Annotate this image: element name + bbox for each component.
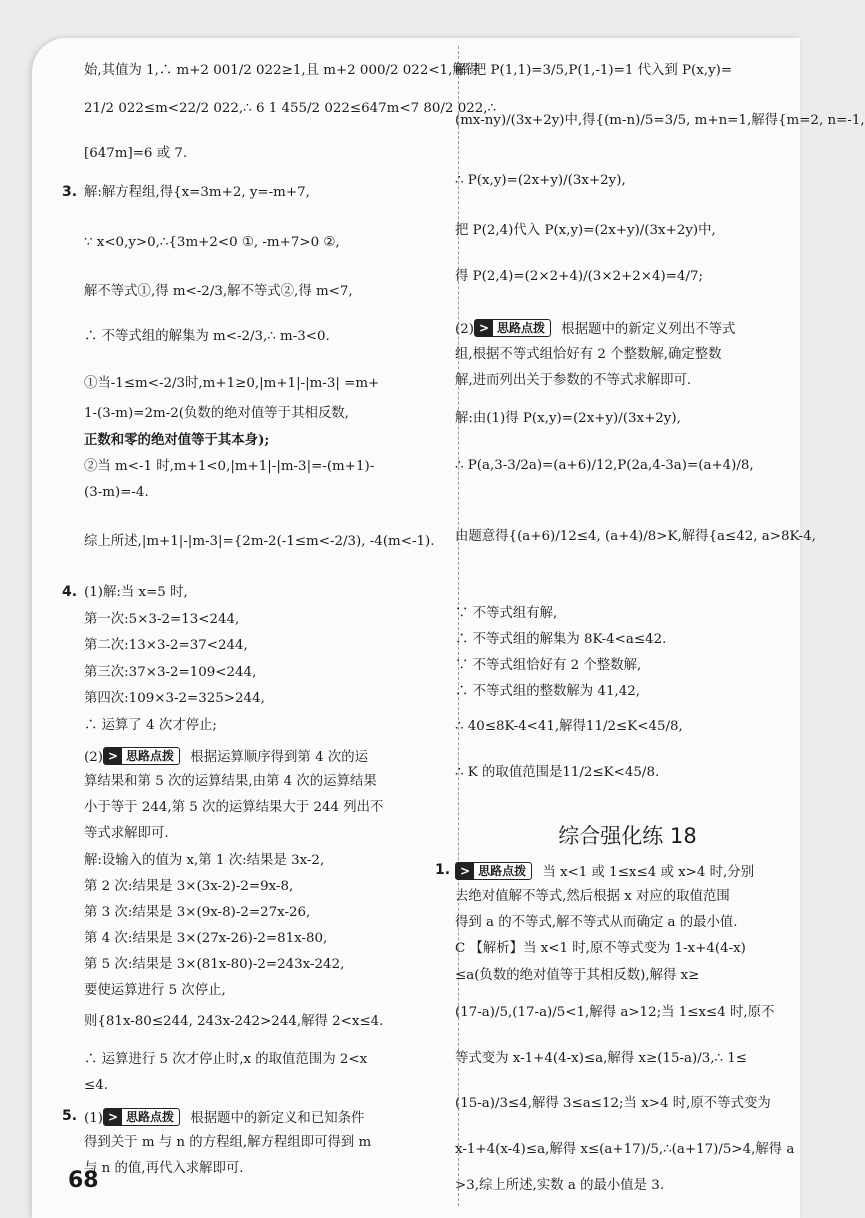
text-line: x-1+4(x-4)≤a,解得 x≤(a+17)/5,∴(a+17)/5>4,解得 a <box>455 1142 795 1157</box>
text-line: [647m]=6 或 7. <box>84 146 188 161</box>
hint-badge: > 思路点拨 <box>455 862 532 880</box>
text-line: 第 5 次:结果是 3×(81x-80)-2=243x-242, <box>84 957 345 972</box>
chevron-right-icon: > <box>475 320 493 336</box>
text-line: 要使运算进行 5 次停止, <box>84 983 226 998</box>
text-line: ②当 m<-1 时,m+1<0,|m+1|-|m-3|=-(m+1)- <box>84 459 375 474</box>
text-line: ①当-1≤m<-2/3时,m+1≥0,|m+1|-|m-3| =m+ <box>84 376 380 391</box>
text-line: ∴ 40≤8K-4<41,解得11/2≤K<45/8, <box>455 719 683 734</box>
text-line: ∴ P(x,y)=(2x+y)/(3x+2y), <box>455 173 626 188</box>
text-line: ∴ 不等式组的整数解为 41,42, <box>455 684 641 699</box>
text-line: 解,进而列出关于参数的不等式求解即可. <box>455 373 692 388</box>
text-line: (2) > 思路点拨 根据题中的新定义列出不等式 <box>455 321 736 337</box>
text-line: ∴ 运算了 4 次才停止; <box>84 718 217 733</box>
text-line: 由题意得{(a+6)/12≤4, (a+4)/8>K,解得{a≤42, a>8K-4, <box>455 529 816 544</box>
text-line: 解不等式①,得 m<-2/3,解不等式②,得 m<7, <box>84 284 353 299</box>
text-line: 小于等于 244,第 5 次的运算结果大于 244 列出不 <box>84 800 384 815</box>
page-number: 68 <box>68 1168 99 1193</box>
text-line: ∴ 不等式组的解集为 8K-4<a≤42. <box>455 632 667 647</box>
chevron-right-icon: > <box>456 863 474 879</box>
text-line: C 【解析】当 x<1 时,原不等式变为 1-x+4(4-x) <box>455 941 746 956</box>
text-line: 正数和零的绝对值等于其本身); <box>84 432 270 448</box>
text-line: 得 P(2,4)=(2×2+4)/(3×2+2×4)=4/7; <box>455 269 704 284</box>
text-line: 得到 a 的不等式,解不等式从而确定 a 的最小值. <box>455 915 738 930</box>
text-line: (mx-ny)/(3x+2y)中,得{(m-n)/5=3/5, m+n=1,解得{m=2, n=-1, <box>455 113 865 128</box>
text-line: ∵ x<0,y>0,∴{3m+2<0 ①, -m+7>0 ②, <box>84 235 340 250</box>
column-divider <box>458 46 459 1206</box>
text-line: 算结果和第 5 次的运算结果,由第 4 次的运算结果 <box>84 774 377 789</box>
text-line: ≤4. <box>84 1078 108 1093</box>
text-line: 第一次:5×3-2=13<244, <box>84 612 240 627</box>
text-line: ∴ P(a,3-3/2a)=(a+6)/12,P(2a,4-3a)=(a+4)/8, <box>455 458 754 473</box>
problem-number: 5. <box>62 1108 78 1124</box>
text-line: 第二次:13×3-2=37<244, <box>84 638 248 653</box>
problem-number: 4. <box>62 584 78 600</box>
text-line: 第 2 次:结果是 3×(3x-2)-2=9x-8, <box>84 879 294 894</box>
text-line: ∴ 不等式组的解集为 m<-2/3,∴ m-3<0. <box>84 329 330 344</box>
text-line: > 思路点拨 当 x<1 或 1≤x≤4 或 x>4 时,分别 <box>455 862 754 882</box>
text-line: 第 4 次:结果是 3×(27x-26)-2=81x-80, <box>84 931 328 946</box>
text-line: 等式变为 x-1+4(4-x)≤a,解得 x≥(15-a)/3,∴ 1≤ <box>455 1051 748 1066</box>
text-line: 解:解方程组,得{x=3m+2, y=-m+7, <box>84 185 310 200</box>
text-line: 21/2 022≤m<22/2 022,∴ 6 1 455/2 022≤647m<7 80/2 022,∴ <box>84 101 497 116</box>
text-line: (2) > 思路点拨 根据运算顺序得到第 4 次的运 <box>84 749 369 765</box>
text-line: 1-(3-m)=2m-2(负数的绝对值等于其相反数, <box>84 406 349 421</box>
page-sheet <box>32 38 865 1218</box>
text-line: 把 P(2,4)代入 P(x,y)=(2x+y)/(3x+2y)中, <box>455 223 716 238</box>
chevron-right-icon: > <box>104 748 122 764</box>
text-line: 第三次:37×3-2=109<244, <box>84 665 257 680</box>
hint-badge: > 思路点拨 <box>474 319 551 337</box>
text-line: >3,综上所述,实数 a 的最小值是 3. <box>455 1178 665 1193</box>
text-line: ≤a(负数的绝对值等于其相反数),解得 x≥ <box>455 968 700 983</box>
text-line: 解:由(1)得 P(x,y)=(2x+y)/(3x+2y), <box>455 411 681 426</box>
text-line: 第 3 次:结果是 3×(9x-8)-2=27x-26, <box>84 905 311 920</box>
text-line: ∵ 不等式组有解, <box>455 606 558 621</box>
text-line: 得到关于 m 与 n 的方程组,解方程组即可得到 m <box>84 1135 372 1150</box>
text-line: 解:设输入的值为 x,第 1 次:结果是 3x-2, <box>84 853 325 868</box>
text-line: 解:把 P(1,1)=3/5,P(1,-1)=1 代入到 P(x,y)= <box>455 63 733 78</box>
text-line: (1) > 思路点拨 根据题中的新定义和已知条件 <box>84 1110 365 1126</box>
text-line: 去绝对值解不等式,然后根据 x 对应的取值范围 <box>455 889 730 904</box>
text-line: 第四次:109×3-2=325>244, <box>84 691 265 706</box>
text-line: 组,根据不等式组恰好有 2 个整数解,确定整数 <box>455 347 722 362</box>
text-line: 始,其值为 1,∴ m+2 001/2 022≥1,且 m+2 000/2 022<1,解得 <box>84 63 480 78</box>
text-line: 则{81x-80≤244, 243x-242>244,解得 2<x≤4. <box>84 1014 384 1029</box>
text-line: 与 n 的值,再代入求解即可. <box>84 1161 244 1176</box>
text-line: (3-m)=-4. <box>84 485 149 500</box>
text-line: 综上所述,|m+1|-|m-3|={2m-2(-1≤m<-2/3), -4(m<-1). <box>84 534 435 549</box>
problem-number: 3. <box>62 184 78 200</box>
text-line: (17-a)/5,(17-a)/5<1,解得 a>12;当 1≤x≤4 时,原不 <box>455 1005 775 1020</box>
hint-badge: > 思路点拨 <box>103 747 180 765</box>
hint-badge: > 思路点拨 <box>103 1108 180 1126</box>
text-line: ∴ K 的取值范围是11/2≤K<45/8. <box>455 765 660 780</box>
text-line: ∴ 运算进行 5 次才停止时,x 的取值范围为 2<x <box>84 1052 368 1067</box>
problem-number: 1. <box>435 862 451 878</box>
text-line: 等式求解即可. <box>84 826 169 841</box>
chevron-right-icon: > <box>104 1109 122 1125</box>
text-line: (1)解:当 x=5 时, <box>84 585 188 600</box>
section-title: 综合强化练 18 <box>558 824 697 848</box>
text-line: ∵ 不等式组恰好有 2 个整数解, <box>455 658 642 673</box>
text-line: (15-a)/3≤4,解得 3≤a≤12;当 x>4 时,原不等式变为 <box>455 1096 771 1111</box>
